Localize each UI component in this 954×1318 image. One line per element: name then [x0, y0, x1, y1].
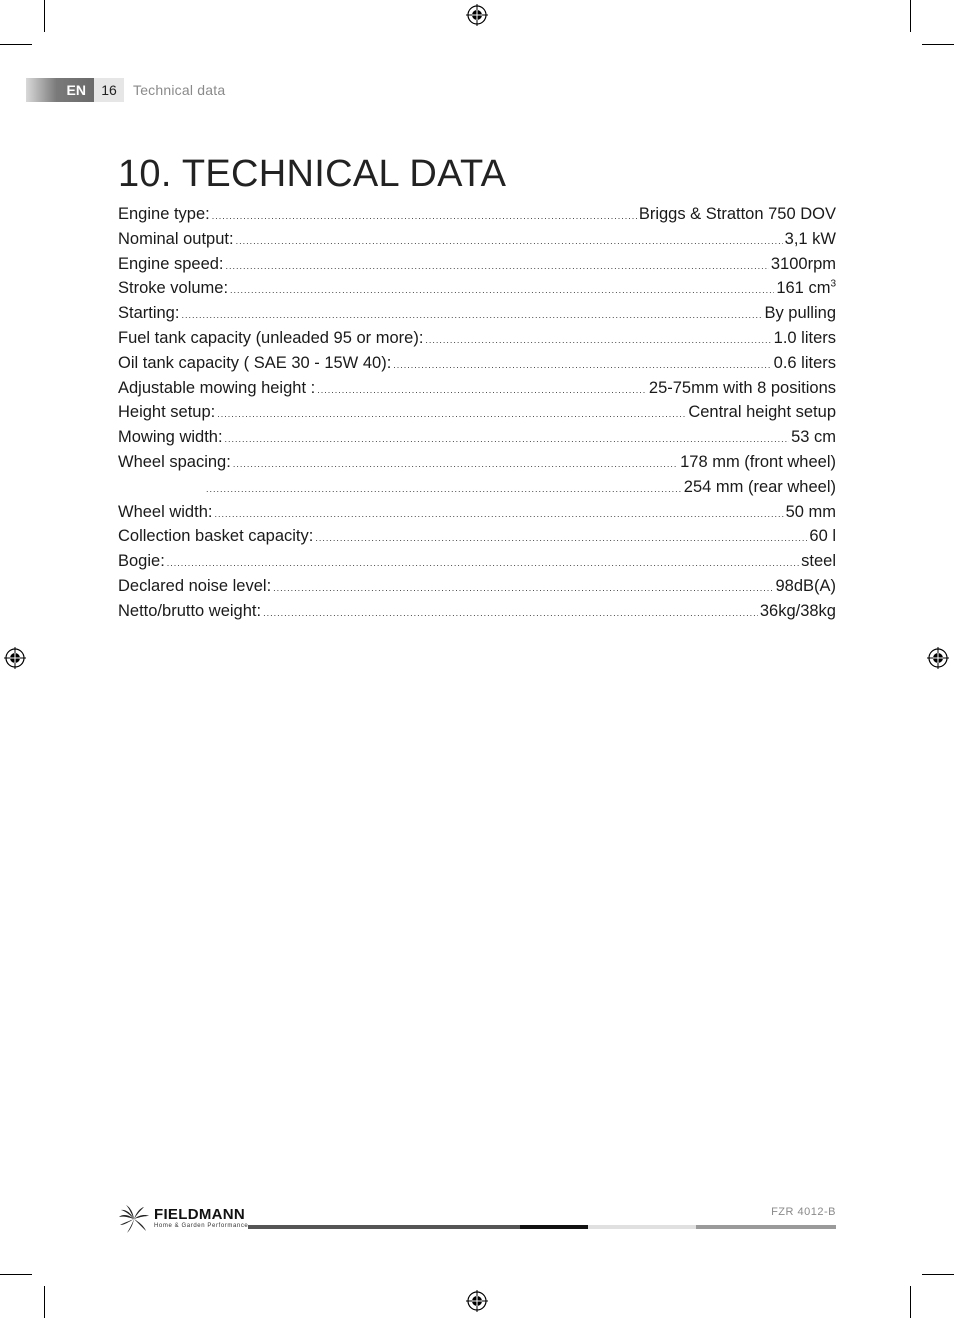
brand-tagline: Home & Garden Performance — [154, 1223, 249, 1229]
spec-label: Netto/brutto weight: — [118, 601, 262, 620]
spec-value — [786, 503, 836, 522]
spec-row — [118, 602, 836, 627]
dot-leader — [393, 360, 771, 370]
spec-value-text: steel — [801, 552, 836, 571]
spec-row — [118, 279, 836, 304]
dot-leader — [233, 459, 678, 469]
spec-label: Engine speed: — [118, 254, 224, 273]
footer-bar-segment — [248, 1225, 520, 1229]
spec-value — [774, 354, 836, 373]
spec-label: Oil tank capacity ( SAE 30 - 15W 40): — [118, 353, 392, 372]
language-tab: EN — [26, 78, 94, 102]
crop-mark — [910, 0, 911, 32]
spec-row — [118, 527, 836, 552]
spec-row — [118, 552, 836, 577]
spec-value — [688, 403, 836, 422]
spec-value-text: 161 cm — [776, 279, 831, 298]
dot-leader — [273, 583, 773, 593]
registration-mark-icon — [927, 647, 949, 669]
footer-bar-segment — [696, 1225, 836, 1229]
crop-mark — [44, 1286, 45, 1318]
spec-row — [118, 453, 836, 478]
dot-leader — [212, 211, 637, 221]
spec-value — [684, 478, 836, 497]
spec-value — [760, 602, 836, 621]
dot-leader — [236, 236, 783, 246]
spec-row — [118, 230, 836, 255]
spec-value — [639, 205, 836, 224]
spec-row — [118, 304, 836, 329]
spec-row — [118, 428, 836, 453]
footer-bar-segment — [520, 1225, 588, 1229]
crop-mark — [922, 1274, 954, 1275]
spec-value-text: 1.0 liters — [773, 328, 836, 347]
spec-value-text: Central height setup — [688, 403, 836, 422]
brand-logo — [118, 1204, 248, 1234]
dot-leader — [230, 285, 774, 295]
crop-mark — [0, 44, 32, 45]
registration-mark-icon — [466, 1290, 488, 1312]
spec-value-text: 53 cm — [791, 428, 836, 447]
spec-list — [118, 205, 836, 627]
spec-value — [775, 577, 836, 596]
spec-value — [649, 379, 836, 398]
spec-value — [785, 230, 836, 249]
dot-leader — [206, 484, 682, 494]
spec-value-text: 178 mm (front wheel) — [680, 452, 836, 471]
registration-mark-icon — [466, 4, 488, 26]
spec-value — [764, 304, 836, 323]
spec-value-text: 98dB(A) — [775, 576, 836, 595]
spec-row — [118, 379, 836, 404]
spec-label: Height setup: — [118, 403, 216, 422]
spec-value — [776, 279, 836, 298]
spec-label: Bogie: — [118, 552, 165, 571]
spec-value — [809, 527, 836, 546]
model-number: FZR 4012-B — [771, 1206, 836, 1218]
spec-label: Starting: — [118, 304, 180, 323]
spec-label: Adjustable mowing height : — [118, 378, 316, 397]
dot-leader — [425, 335, 771, 345]
spec-row — [118, 329, 836, 354]
spec-row — [118, 577, 836, 602]
registration-mark-icon — [4, 647, 26, 669]
spec-value-text: 3100rpm — [770, 254, 836, 273]
dot-leader — [317, 385, 647, 395]
dot-leader — [225, 434, 790, 444]
spec-value — [680, 453, 836, 472]
fieldmann-logo-icon — [118, 1204, 150, 1234]
spec-row — [118, 478, 836, 503]
crop-mark — [44, 0, 45, 32]
dot-leader — [217, 409, 686, 419]
dot-leader — [226, 261, 769, 271]
spec-value — [791, 428, 836, 447]
spec-value-text: Briggs & Stratton 750 DOV — [638, 205, 836, 223]
spec-value-text: 254 mm (rear wheel) — [683, 477, 836, 496]
page-title: 10. TECHNICAL DATA — [118, 153, 507, 195]
spec-label: Wheel spacing: — [118, 452, 231, 471]
dot-leader — [263, 608, 758, 618]
crop-mark — [910, 1286, 911, 1318]
spec-value-text: 50 mm — [785, 502, 836, 521]
spec-row — [118, 255, 836, 280]
spec-value — [774, 329, 836, 348]
spec-value-text: 3,1 kW — [784, 229, 836, 248]
footer-bar-segment — [588, 1225, 696, 1229]
spec-label: Nominal output: — [118, 229, 234, 248]
spec-label: Engine type: — [118, 205, 210, 223]
dot-leader — [315, 533, 807, 543]
spec-label: Collection basket capacity: — [118, 527, 314, 546]
dot-leader — [181, 310, 762, 320]
spec-value-text: 36kg/38kg — [759, 601, 836, 620]
spec-row — [118, 354, 836, 379]
spec-label: Mowing width: — [118, 428, 223, 447]
spec-label: Wheel width: — [118, 502, 213, 521]
spec-value-text: 25-75mm with 8 positions — [648, 378, 836, 397]
spec-value-text: By pulling — [764, 304, 836, 323]
crop-mark — [922, 44, 954, 45]
spec-value-text: 60 l — [809, 527, 836, 546]
spec-row — [118, 403, 836, 428]
spec-label: Fuel tank capacity (unleaded 95 or more): — [118, 328, 424, 347]
spec-label: Stroke volume: — [118, 279, 229, 298]
dot-leader — [167, 558, 799, 568]
spec-value-superscript: 3 — [830, 278, 836, 290]
dot-leader — [214, 509, 783, 519]
brand-name: FIELDMANN — [154, 1206, 246, 1223]
page-number: 16 — [94, 78, 124, 102]
spec-value — [771, 255, 836, 274]
spec-value — [801, 552, 836, 571]
crop-mark — [0, 1274, 32, 1275]
spec-value-text: 0.6 liters — [773, 353, 836, 372]
spec-label: Declared noise level: — [118, 576, 272, 595]
spec-row — [118, 205, 836, 230]
spec-row — [118, 503, 836, 528]
section-name: Technical data — [133, 82, 226, 98]
page-header — [26, 78, 225, 102]
